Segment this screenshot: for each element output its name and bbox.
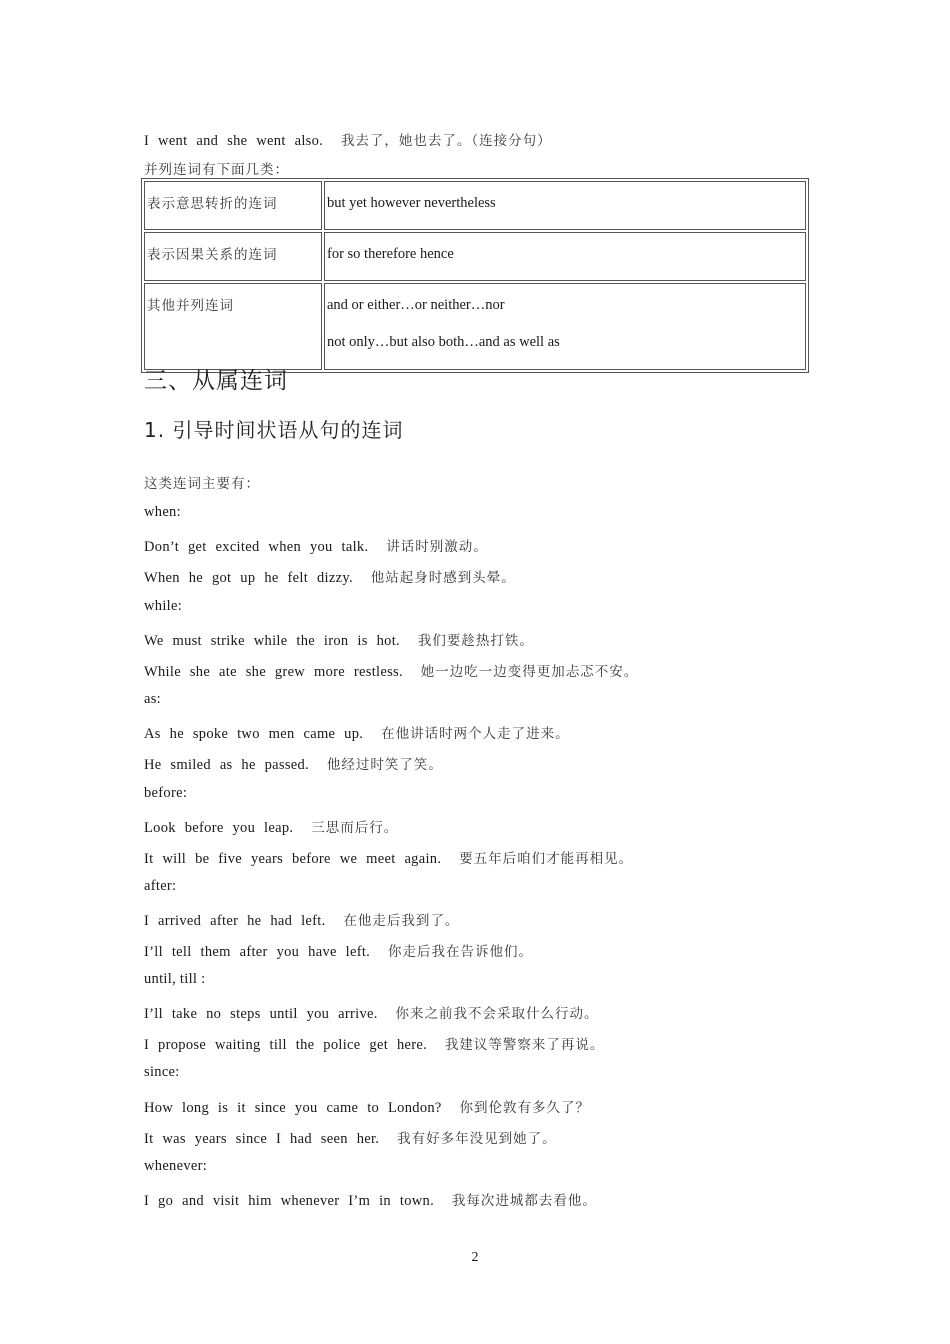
example-en: It was years since I had seen her. — [144, 1131, 380, 1147]
table-row — [144, 283, 806, 370]
example-cn: 在他走后我到了。 — [343, 913, 460, 929]
intro-example-cn: 我去了，她也去了。（连接分句） — [340, 133, 552, 149]
example-en: I go and visit him whenever I’m in town. — [144, 1193, 434, 1209]
example-en: He smiled as he passed. — [144, 757, 310, 773]
conjunction-table — [141, 178, 809, 373]
entry-keyword: as: — [144, 691, 162, 707]
table-row-label: 表示意思转折的连词 — [144, 181, 322, 230]
table-row-value — [324, 232, 806, 281]
example-sentence — [144, 660, 638, 681]
entry-keyword: whenever: — [144, 1158, 208, 1174]
table-row-label: 表示因果关系的连词 — [144, 232, 322, 281]
table-row — [144, 232, 806, 281]
example-en: I’ll take no steps until you arrive. — [144, 1006, 378, 1022]
example-en: I propose waiting till the police get here. — [144, 1037, 428, 1053]
example-cn: 她一边吃一边变得更加忐忑不安。 — [420, 664, 639, 680]
table-value-line: but yet however nevertheless — [327, 195, 496, 211]
table-intro: 并列连词有下面几类： — [144, 162, 289, 178]
intro-example-en: I went and she went also. — [144, 133, 324, 149]
entry-keyword: before: — [144, 785, 188, 801]
example-en: While she ate she grew more restless. — [144, 664, 403, 680]
example-sentence — [144, 535, 488, 556]
example-sentence — [144, 1033, 604, 1054]
example-cn: 三思而后行。 — [311, 820, 399, 836]
example-cn: 他经过时笑了笑。 — [326, 757, 443, 773]
table-value-line: not only…but also both…and as well as — [327, 334, 560, 350]
table-row-value — [324, 283, 806, 370]
example-cn: 你走后我在告诉他们。 — [387, 944, 533, 960]
table-row-value — [324, 181, 806, 230]
table-value-line: for so therefore hence — [327, 246, 454, 262]
example-sentence — [144, 816, 398, 837]
example-cn: 他站起身时感到头晕。 — [370, 570, 516, 586]
example-en: Look before you leap. — [144, 820, 294, 836]
example-cn: 我有好多年没见到她了。 — [397, 1131, 557, 1147]
table-value-line: and or either…or neither…nor — [327, 297, 505, 313]
example-cn: 讲话时别激动。 — [386, 539, 488, 555]
example-en: We must strike while the iron is hot. — [144, 633, 400, 649]
example-cn: 我建议等警察来了再说。 — [444, 1037, 605, 1053]
example-sentence — [144, 629, 534, 650]
page-number: 2 — [471, 1250, 479, 1265]
entry-keyword: when: — [144, 504, 181, 520]
intro-example — [144, 129, 552, 150]
example-cn: 我每次进城都去看他。 — [451, 1193, 597, 1209]
example-cn: 在他讲话时两个人走了进来。 — [381, 726, 570, 742]
table-row-label: 其他并列连词 — [144, 283, 322, 370]
example-sentence — [144, 940, 533, 961]
example-en: Don’t get excited when you talk. — [144, 539, 369, 555]
section-heading: 三、从属连词 — [144, 368, 288, 394]
section-lead: 这类连词主要有： — [144, 476, 260, 492]
example-en: I’ll tell them after you have left. — [144, 944, 371, 960]
table-row — [144, 181, 806, 230]
section-subheading: 1. 引导时间状语从句的连词 — [144, 418, 404, 442]
entry-keyword: after: — [144, 878, 177, 894]
example-sentence — [144, 1096, 590, 1117]
example-sentence — [144, 753, 443, 774]
example-sentence — [144, 1002, 599, 1023]
example-sentence — [144, 722, 570, 743]
entry-keyword: while: — [144, 598, 183, 614]
example-en: I arrived after he had left. — [144, 913, 326, 929]
example-sentence — [144, 1127, 557, 1148]
example-cn: 要五年后咱们才能再相见。 — [459, 851, 634, 867]
example-cn: 我们要趁热打铁。 — [417, 633, 534, 649]
example-en: As he spoke two men came up. — [144, 726, 364, 742]
example-en: How long is it since you came to London? — [144, 1100, 442, 1116]
example-sentence — [144, 566, 516, 587]
entry-keyword: since: — [144, 1064, 180, 1080]
example-sentence — [144, 909, 459, 930]
example-cn: 你到伦敦有多久了？ — [459, 1100, 591, 1116]
example-cn: 你来之前我不会采取什么行动。 — [395, 1006, 599, 1022]
example-sentence — [144, 1189, 597, 1210]
example-en: It will be five years before we meet again. — [144, 851, 442, 867]
example-sentence — [144, 847, 633, 868]
example-en: When he got up he felt dizzy. — [144, 570, 353, 586]
entry-keyword: until, till : — [144, 971, 206, 987]
